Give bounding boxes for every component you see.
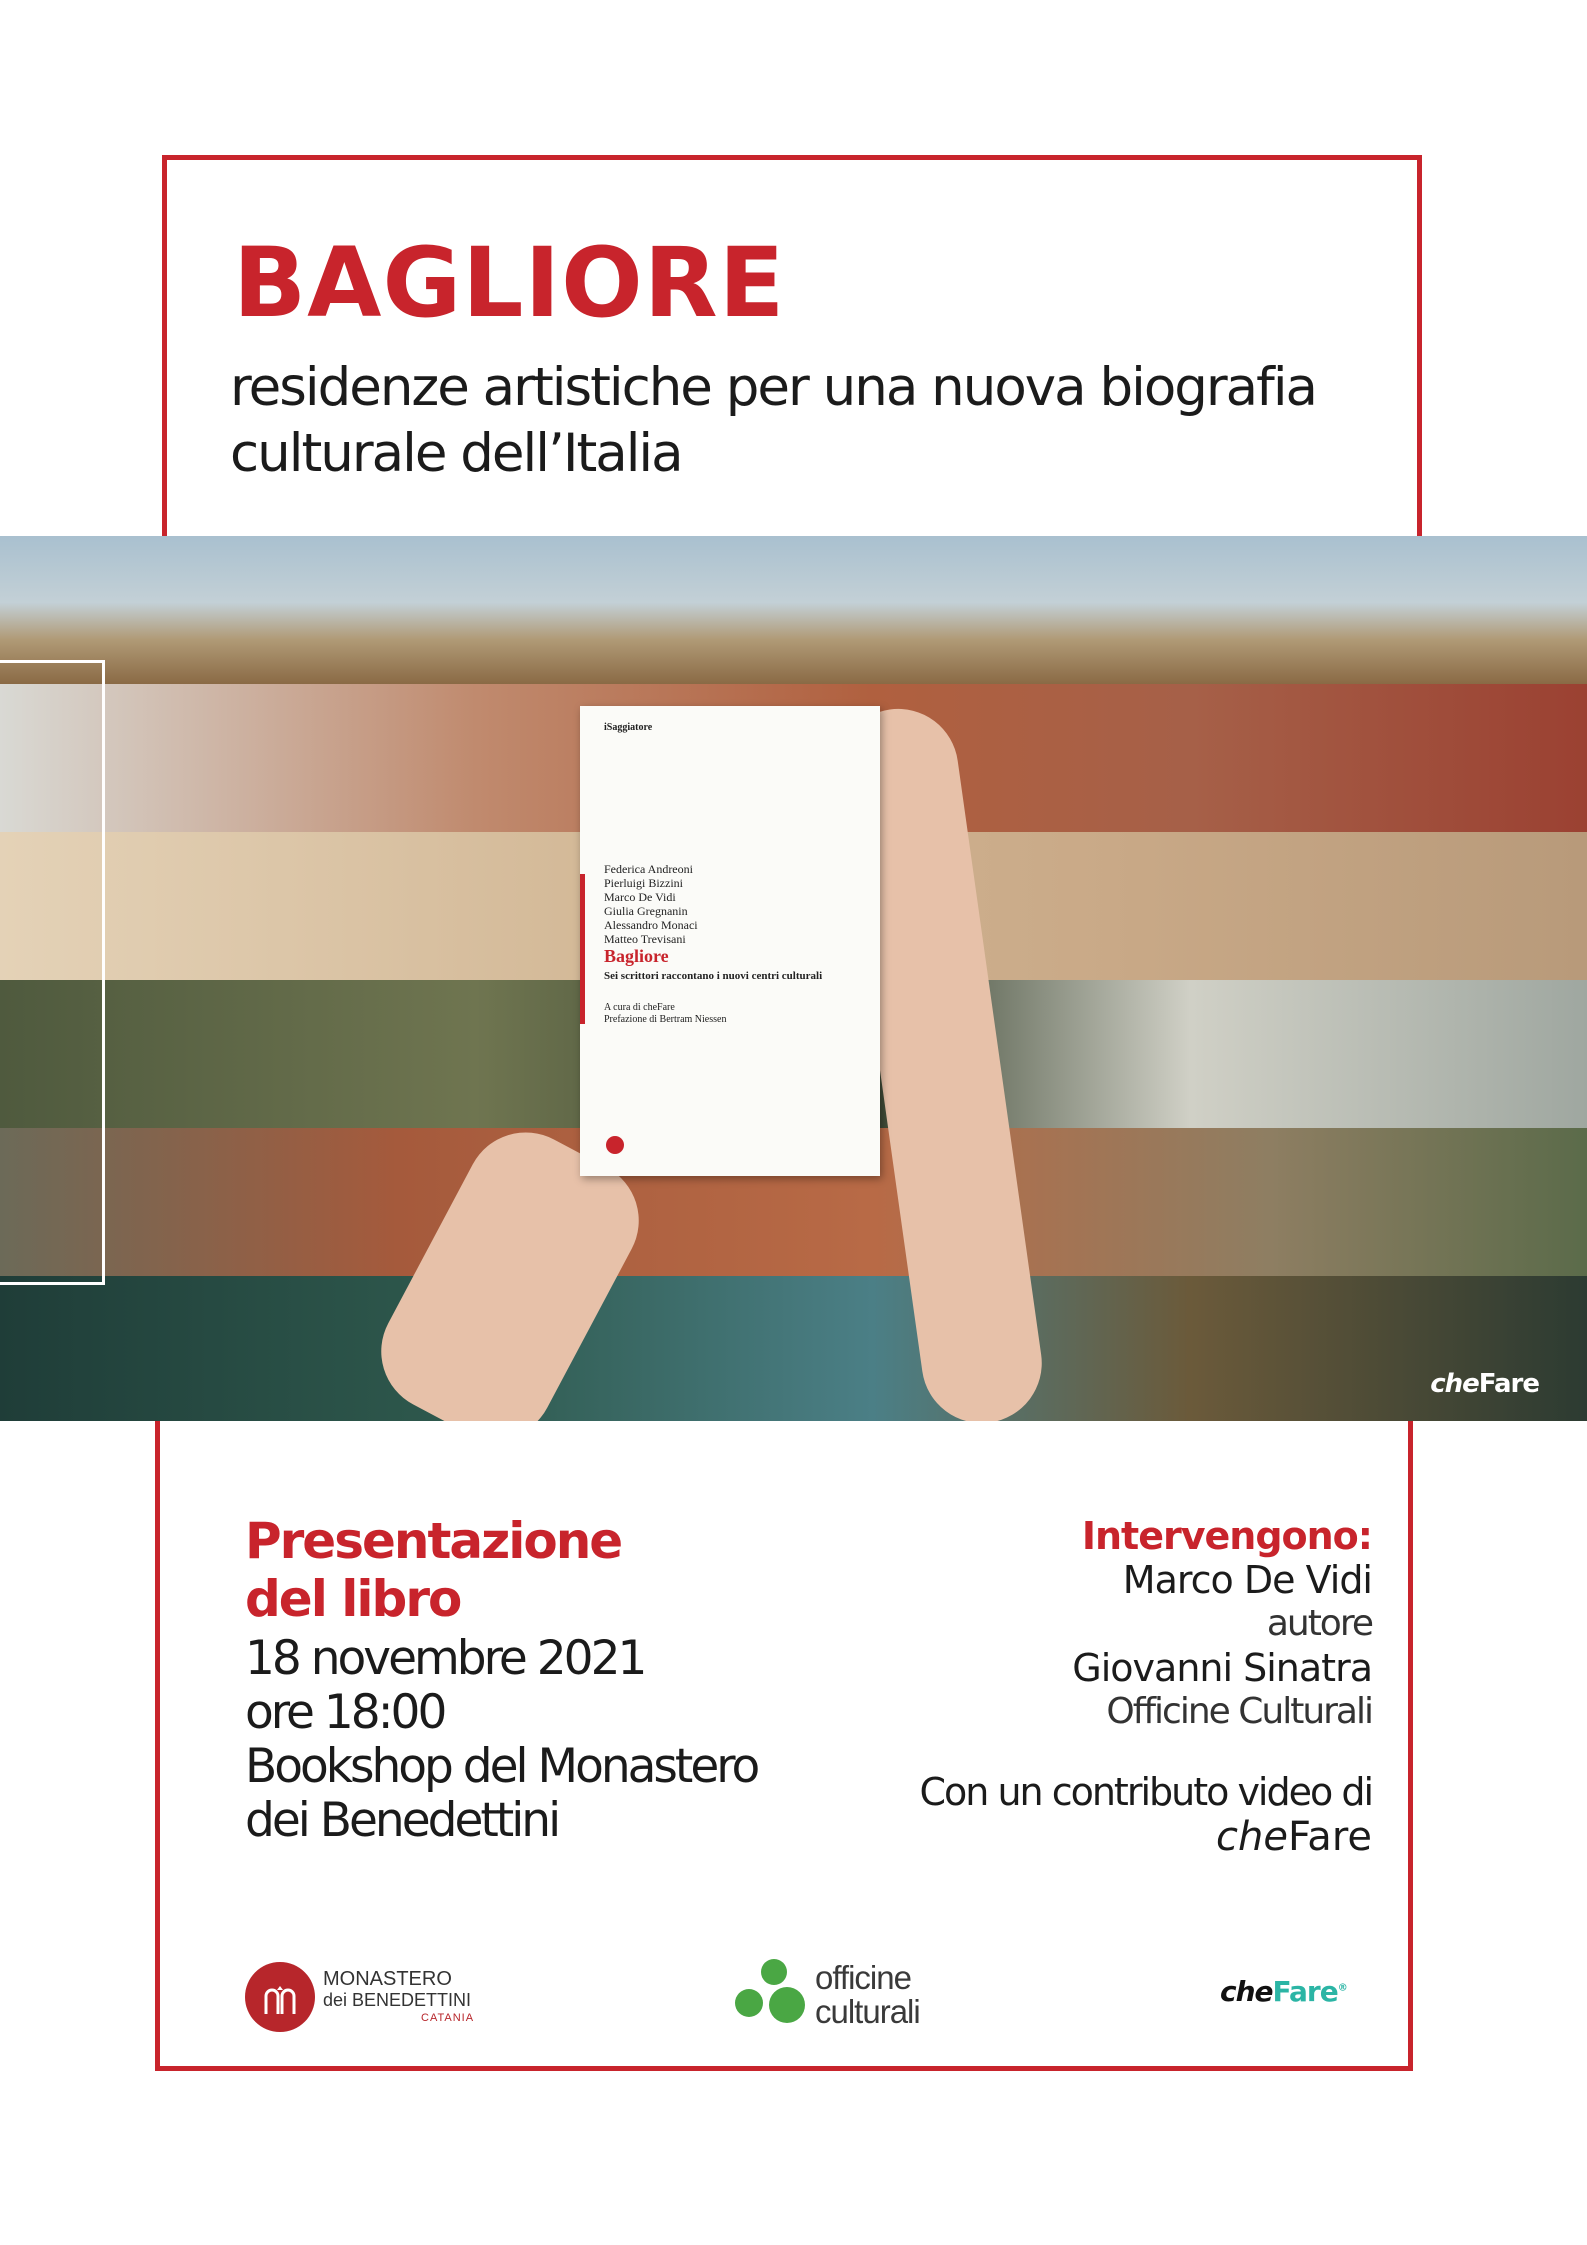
subtitle-line-1: residenze artistiche per una nuova biografia bbox=[230, 357, 1317, 418]
book-series: iSaggiatore bbox=[604, 722, 653, 733]
officine-dot-icon bbox=[769, 1987, 805, 2023]
contributor-name: cheFare bbox=[1216, 1814, 1372, 1860]
speaker-name: Marco De Vidi bbox=[1122, 1558, 1372, 1602]
event-heading-line-1: Presentazione bbox=[245, 1512, 622, 1570]
speaker-role: autore bbox=[1266, 1603, 1372, 1644]
speakers-info bbox=[812, 1514, 1372, 1860]
officine-culturali-logo bbox=[735, 1955, 975, 2045]
book-author: Federica Andreoni bbox=[604, 862, 693, 876]
collage-strip-landscape bbox=[0, 536, 1587, 684]
frame-top-line bbox=[162, 155, 1422, 160]
book-author: Marco De Vidi bbox=[604, 890, 676, 904]
monastero-emblem-icon bbox=[245, 1962, 315, 2032]
monastero-arch-icon bbox=[262, 1982, 298, 2016]
chefare-logo bbox=[1220, 1975, 1347, 2008]
publisher-logo-icon bbox=[606, 1136, 624, 1154]
officine-dot-icon bbox=[761, 1959, 787, 1985]
frame-top-right-line bbox=[1417, 155, 1422, 536]
monastero-line-2: dei BENEDETTINI bbox=[323, 1990, 472, 2010]
event-heading bbox=[245, 1512, 757, 1628]
event-heading-line-2: del libro bbox=[245, 1570, 461, 1628]
frame-bottom-right-line bbox=[1408, 1421, 1413, 2071]
contribution-text: Con un contributo video di bbox=[919, 1770, 1372, 1814]
event-venue-line-1: Bookshop del Monastero bbox=[245, 1739, 758, 1794]
speakers-label: Intervengono: bbox=[1081, 1514, 1372, 1558]
collage-white-frame bbox=[0, 660, 105, 1285]
speaker-role: Officine Culturali bbox=[1106, 1691, 1372, 1732]
event-details bbox=[245, 1632, 757, 1848]
book-accent-bar bbox=[580, 874, 585, 1024]
book-title: Bagliore bbox=[604, 946, 669, 966]
book-curator: A cura di cheFare bbox=[604, 1002, 675, 1013]
officine-line-1: officine bbox=[815, 1959, 911, 1996]
event-info bbox=[245, 1512, 757, 1848]
book-preface: Prefazione di Bertram Niessen bbox=[604, 1014, 727, 1025]
subtitle-line-2: culturale dell’Italia bbox=[230, 423, 682, 484]
book-authors bbox=[604, 862, 698, 946]
event-date: 18 novembre 2021 bbox=[245, 1631, 645, 1686]
monastero-line-1: MONASTERO bbox=[323, 1968, 452, 1990]
chefare-logo-che: che bbox=[1220, 1975, 1273, 2008]
book-author: Alessandro Monaci bbox=[604, 918, 698, 932]
book-author: Giulia Gregnanin bbox=[604, 904, 688, 918]
event-time: ore 18:00 bbox=[245, 1685, 445, 1740]
book-subtitle: Sei scrittori raccontano i nuovi centri culturali bbox=[604, 970, 823, 982]
frame-bottom-line bbox=[155, 2066, 1413, 2071]
speaker-name: Giovanni Sinatra bbox=[1072, 1646, 1372, 1690]
monastero-city: CATANIA bbox=[421, 2012, 475, 2024]
chefare-logo-fare: Fare bbox=[1272, 1975, 1338, 2008]
page-title: BAGLIORE bbox=[233, 227, 786, 339]
book-credits bbox=[604, 1002, 726, 1026]
book-cover bbox=[580, 706, 880, 1176]
monastero-logo bbox=[245, 1958, 505, 2038]
book-author: Pierluigi Bizzini bbox=[604, 876, 683, 890]
frame-top-left-line bbox=[162, 155, 167, 536]
frame-bottom-left-line bbox=[155, 1421, 160, 2071]
chefare-watermark: cheFare bbox=[1430, 1369, 1539, 1399]
officine-line-2: culturali bbox=[815, 1993, 920, 2030]
book-author: Matteo Trevisani bbox=[604, 932, 686, 946]
officine-text bbox=[815, 1961, 920, 2029]
collage-strip-forest bbox=[0, 1276, 1587, 1421]
event-venue-line-2: dei Benedettini bbox=[245, 1793, 559, 1848]
officine-dot-icon bbox=[735, 1989, 763, 2017]
page-subtitle bbox=[230, 355, 1380, 487]
registered-mark: ® bbox=[1337, 1982, 1347, 1994]
